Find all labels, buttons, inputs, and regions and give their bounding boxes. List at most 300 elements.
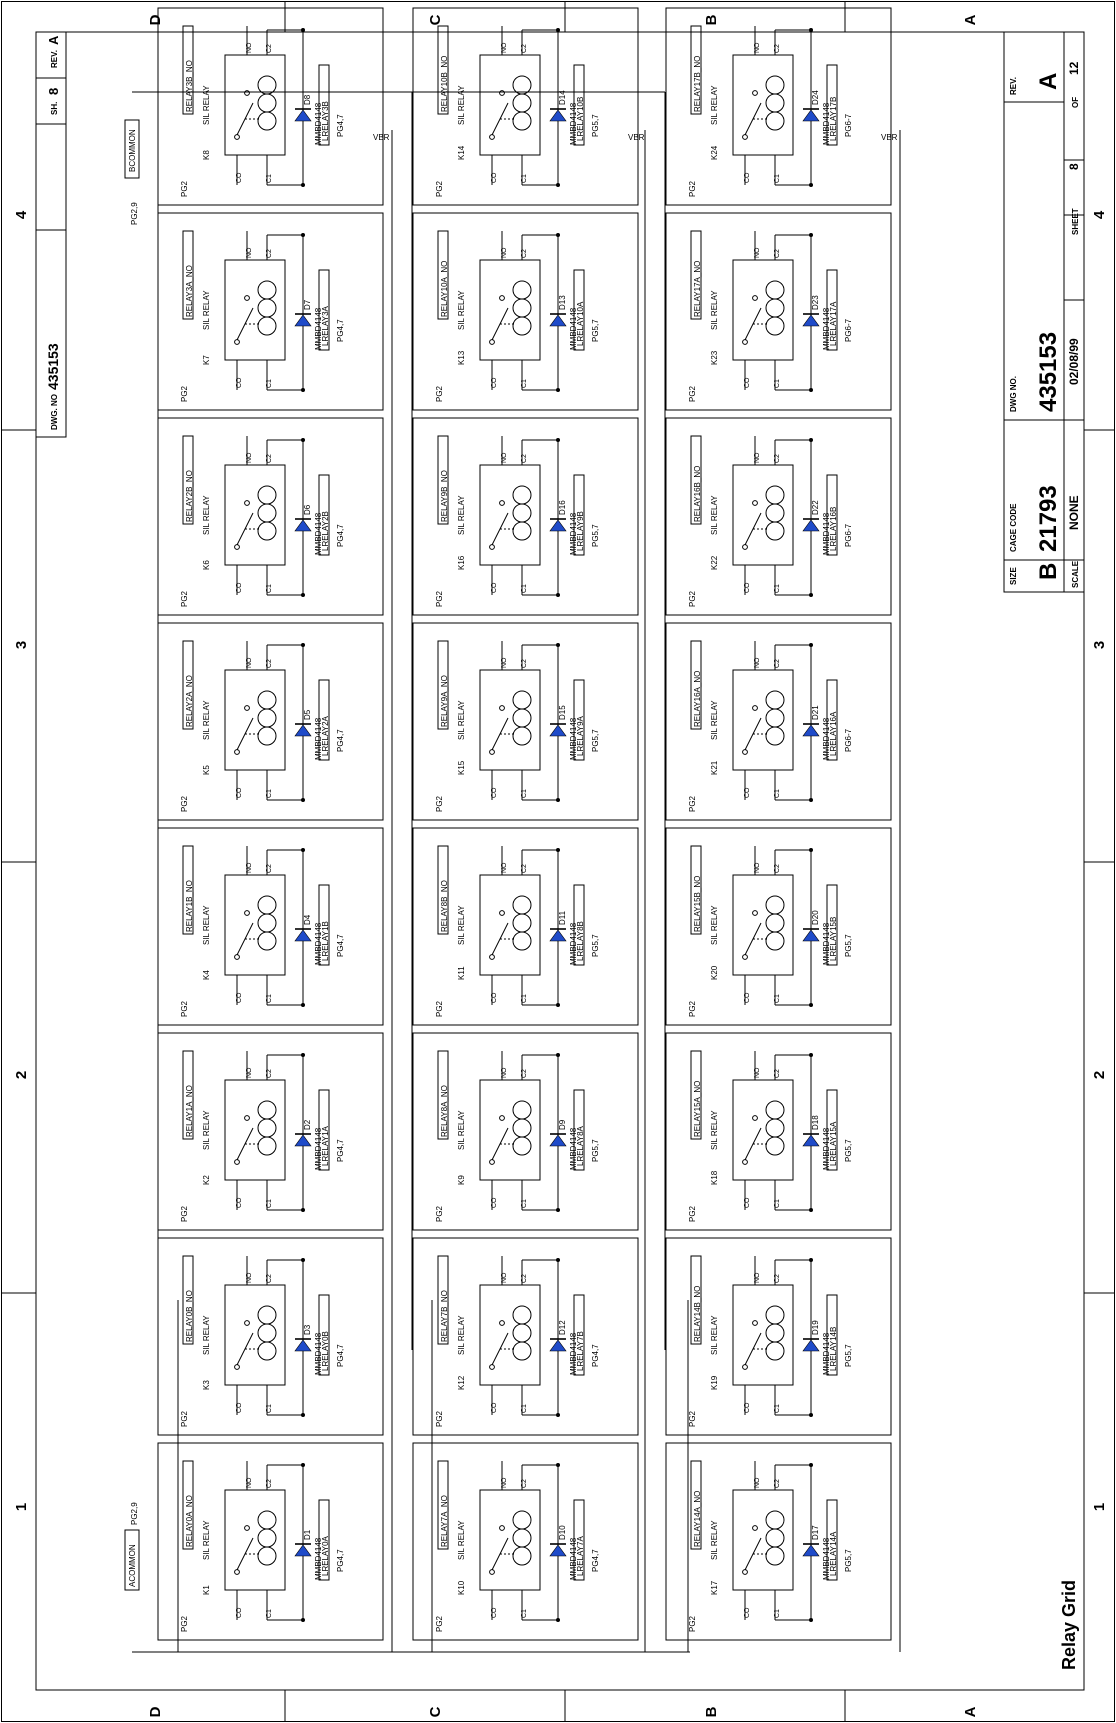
- pin-c2-label: C2: [266, 44, 273, 53]
- pin-c2-label: C2: [521, 864, 528, 873]
- coil-winding: [513, 1342, 531, 1360]
- lrelay-page-ref: PG4,7: [591, 1344, 600, 1367]
- port-page-ref: PG2: [688, 1615, 697, 1632]
- pin-c1-label: C1: [266, 174, 273, 183]
- relay-type: SIL RELAY: [457, 290, 466, 330]
- lrelay-net: LRELAY3A: [321, 306, 330, 346]
- coil-winding: [766, 896, 784, 914]
- junction-dot: [556, 1003, 560, 1007]
- junction-dot: [301, 1053, 305, 1057]
- relay-cell: [666, 1238, 891, 1435]
- diode-part: MMBD4148: [314, 307, 323, 350]
- relay-refdes: K2: [202, 1175, 211, 1185]
- relay-no-net: RELAY9B_NO: [440, 470, 449, 522]
- pin-co-label: CO: [744, 992, 751, 1003]
- junction-dot: [809, 848, 813, 852]
- junction-dot: [809, 798, 813, 802]
- relay-type: SIL RELAY: [457, 495, 466, 535]
- junction-dot: [301, 1208, 305, 1212]
- pin-c2-label: C2: [266, 454, 273, 463]
- lrelay-page-ref: PG6-7: [844, 113, 853, 137]
- junction-dot: [556, 593, 560, 597]
- junction-dot: [301, 1618, 305, 1622]
- junction-dot: [301, 28, 305, 32]
- tb-size-value: B: [1035, 562, 1062, 580]
- diode-part: MMBD4148: [569, 307, 578, 350]
- diode-refdes: D4: [303, 914, 312, 925]
- coil-winding: [258, 709, 276, 727]
- pin-c1-label: C1: [521, 1404, 528, 1413]
- junction-dot: [809, 388, 813, 392]
- tb-scale-value: NONE: [1067, 495, 1081, 530]
- coil-winding: [258, 317, 276, 335]
- lrelay-net: LRELAY10A: [576, 301, 585, 346]
- contact-co: [743, 1160, 748, 1165]
- relay-refdes: K16: [457, 555, 466, 570]
- junction-dot: [809, 643, 813, 647]
- lrelay-net: LRELAY8B: [576, 921, 585, 961]
- tb-dwg-label: DWG NO.: [1009, 376, 1018, 412]
- pin-no-label: NO: [246, 657, 253, 668]
- pin-no-label: NO: [246, 862, 253, 873]
- pin-no-label: NO: [754, 247, 761, 258]
- pin-c1-label: C1: [774, 994, 781, 1003]
- pin-c2-label: C2: [266, 1069, 273, 1078]
- relay-cell: [158, 418, 383, 615]
- relay-refdes: K6: [202, 560, 211, 570]
- diode-symbol: [295, 930, 311, 941]
- net-labels: [125, 120, 139, 1590]
- port-page-ref: PG2: [180, 1000, 189, 1017]
- junction-dot: [556, 183, 560, 187]
- diode-symbol: [803, 520, 819, 531]
- diode-part: MMBD4148: [569, 102, 578, 145]
- contact-co: [235, 1160, 240, 1165]
- lrelay-net: LRELAY0B: [321, 1331, 330, 1371]
- contact-co: [235, 135, 240, 140]
- junction-dot: [809, 1003, 813, 1007]
- junction-dot: [556, 388, 560, 392]
- junction-dot: [301, 1003, 305, 1007]
- coil-winding: [258, 1324, 276, 1342]
- relay-type: SIL RELAY: [710, 1315, 719, 1355]
- pin-no-label: NO: [501, 247, 508, 258]
- relay-refdes: K20: [710, 965, 719, 980]
- vbr-label: VBR: [881, 133, 898, 142]
- relay-cell: [158, 1443, 383, 1640]
- contact-co: [490, 135, 495, 140]
- pin-c1-label: C1: [521, 584, 528, 593]
- pin-c1-label: C1: [266, 584, 273, 593]
- pin-c1-label: C1: [774, 174, 781, 183]
- relay-type: SIL RELAY: [202, 700, 211, 740]
- pin-no-label: NO: [246, 452, 253, 463]
- junction-dot: [809, 1618, 813, 1622]
- coil-winding: [258, 727, 276, 745]
- relay-cell: [413, 828, 638, 1025]
- junction-dot: [809, 1208, 813, 1212]
- coil-winding: [258, 1511, 276, 1529]
- relay-cell: [413, 8, 638, 205]
- coil-winding: [513, 1529, 531, 1547]
- diode-symbol: [803, 1545, 819, 1556]
- contact-no: [753, 911, 758, 916]
- tb-date-value: 02/08/99: [1067, 338, 1081, 385]
- coil-winding: [258, 1547, 276, 1565]
- lrelay-page-ref: PG5,7: [844, 1549, 853, 1572]
- coil-winding: [258, 486, 276, 504]
- junction-dot: [809, 183, 813, 187]
- contact-no: [753, 501, 758, 506]
- coil-winding: [513, 1324, 531, 1342]
- diode-symbol: [803, 930, 819, 941]
- port-page-ref: PG2: [180, 180, 189, 197]
- pin-no-label: NO: [501, 452, 508, 463]
- diode-refdes: D6: [303, 504, 312, 515]
- pin-co-label: CO: [744, 1402, 751, 1413]
- pin-co-label: CO: [744, 1607, 751, 1618]
- diode-part: MMBD4148: [822, 307, 831, 350]
- lrelay-page-ref: PG4,7: [336, 729, 345, 752]
- pin-co-label: CO: [491, 992, 498, 1003]
- pin-c1-label: C1: [266, 1404, 273, 1413]
- pin-no-label: NO: [246, 1272, 253, 1283]
- relay-cell: [413, 1443, 638, 1640]
- tb-cage-value: 21793: [1035, 485, 1062, 552]
- relay-cell: [158, 1033, 383, 1230]
- coil-winding: [766, 504, 784, 522]
- coil-winding: [513, 1547, 531, 1565]
- pin-c1-label: C1: [774, 1609, 781, 1618]
- diode-symbol: [295, 1340, 311, 1351]
- diode-part: MMBD4148: [314, 1332, 323, 1375]
- coil-winding: [513, 1511, 531, 1529]
- relay-cell: [413, 1033, 638, 1230]
- diode-refdes: D8: [303, 94, 312, 105]
- pin-c2-label: C2: [774, 249, 781, 258]
- junction-dot: [556, 848, 560, 852]
- pin-co-label: CO: [491, 172, 498, 183]
- lrelay-page-ref: PG4,7: [336, 114, 345, 137]
- coil-winding: [513, 281, 531, 299]
- coil-winding: [766, 1511, 784, 1529]
- junction-dot: [556, 643, 560, 647]
- coil-winding: [513, 1119, 531, 1137]
- relay-type: SIL RELAY: [202, 905, 211, 945]
- coil-winding: [258, 281, 276, 299]
- contact-co: [235, 750, 240, 755]
- coil-winding: [258, 932, 276, 950]
- contact-co: [490, 750, 495, 755]
- contact-co: [743, 1365, 748, 1370]
- diode-symbol: [295, 1545, 311, 1556]
- coil-winding: [513, 522, 531, 540]
- relay-cell: [158, 1238, 383, 1435]
- relay-refdes: K8: [202, 150, 211, 160]
- diode-refdes: D10: [558, 1525, 567, 1540]
- lrelay-net: LRELAY15B: [829, 916, 838, 961]
- junction-dot: [556, 438, 560, 442]
- coil-winding: [513, 76, 531, 94]
- relay-no-net: RELAY17B_NO: [693, 55, 702, 112]
- diode-symbol: [803, 315, 819, 326]
- junction-dot: [556, 1053, 560, 1057]
- pin-no-label: NO: [754, 1067, 761, 1078]
- coil-winding: [766, 281, 784, 299]
- pin-c1-label: C1: [521, 1199, 528, 1208]
- relay-no-net: RELAY8B_NO: [440, 880, 449, 932]
- relay-no-net: RELAY2A_NO: [185, 675, 194, 727]
- pin-co-label: CO: [744, 582, 751, 593]
- relay-no-net: RELAY10A_NO: [440, 260, 449, 317]
- diode-refdes: D2: [303, 1119, 312, 1130]
- lrelay-net: LRELAY0A: [321, 1536, 330, 1576]
- lrelay-page-ref: PG5,7: [591, 319, 600, 342]
- contact-co: [490, 545, 495, 550]
- diode-refdes: D7: [303, 299, 312, 310]
- pin-no-label: NO: [501, 1477, 508, 1488]
- pin-no-label: NO: [501, 1272, 508, 1283]
- coil-winding: [766, 1342, 784, 1360]
- pin-c1-label: C1: [266, 379, 273, 388]
- port-page-ref: PG2: [688, 1205, 697, 1222]
- relay-type: SIL RELAY: [710, 495, 719, 535]
- pin-c1-label: C1: [774, 789, 781, 798]
- contact-no: [245, 296, 250, 301]
- diode-symbol: [550, 110, 566, 121]
- lrelay-page-ref: PG5,7: [591, 729, 600, 752]
- coil-winding: [258, 1342, 276, 1360]
- relay-type: SIL RELAY: [202, 495, 211, 535]
- pin-c1-label: C1: [774, 584, 781, 593]
- relay-refdes: K17: [710, 1580, 719, 1595]
- diode-refdes: D9: [558, 1119, 567, 1130]
- pin-co-label: CO: [236, 377, 243, 388]
- diode-symbol: [550, 520, 566, 531]
- port-page-ref: PG2: [688, 1000, 697, 1017]
- contact-co: [743, 955, 748, 960]
- relay-refdes: K15: [457, 760, 466, 775]
- relay-refdes: K11: [457, 966, 466, 980]
- diode-part: MMBD4148: [822, 1127, 831, 1170]
- pin-no-label: NO: [754, 452, 761, 463]
- relay-refdes: K24: [710, 145, 719, 160]
- zone-number-right-2: 2: [1091, 1070, 1108, 1080]
- lrelay-page-ref: PG5,7: [844, 1139, 853, 1162]
- diode-symbol: [550, 1135, 566, 1146]
- diode-part: MMBD4148: [569, 1537, 578, 1580]
- lrelay-page-ref: PG4,7: [336, 1139, 345, 1162]
- coil-winding: [766, 914, 784, 932]
- pin-c2-label: C2: [521, 1479, 528, 1488]
- drawing-title: Relay Grid: [1059, 1579, 1079, 1670]
- lrelay-net: LRELAY14A: [829, 1531, 838, 1576]
- relay-cell: [666, 1443, 891, 1640]
- pin-no-label: NO: [501, 1067, 508, 1078]
- lrelay-net: LRELAY7A: [576, 1536, 585, 1576]
- relay-refdes: K10: [457, 1580, 466, 1595]
- relay-type: SIL RELAY: [710, 85, 719, 125]
- relay-no-net: RELAY3B_NO: [185, 60, 194, 112]
- pin-co-label: CO: [236, 172, 243, 183]
- diode-refdes: D13: [558, 295, 567, 310]
- coil-winding: [766, 486, 784, 504]
- contact-co: [490, 1160, 495, 1165]
- diode-part: MMBD4148: [569, 512, 578, 555]
- junction-dot: [809, 233, 813, 237]
- relay-type: SIL RELAY: [710, 290, 719, 330]
- coil-winding: [258, 1101, 276, 1119]
- diode-symbol: [803, 1340, 819, 1351]
- diode-part: MMBD4148: [314, 717, 323, 760]
- diode-refdes: D22: [811, 500, 820, 515]
- pin-co-label: CO: [744, 787, 751, 798]
- junction-dot: [556, 1463, 560, 1467]
- diode-part: MMBD4148: [822, 1537, 831, 1580]
- pin-no-label: NO: [754, 657, 761, 668]
- diode-symbol: [803, 110, 819, 121]
- relay-type: SIL RELAY: [710, 700, 719, 740]
- lrelay-net: LRELAY9B: [576, 511, 585, 551]
- relay-type: SIL RELAY: [202, 290, 211, 330]
- relay-no-net: RELAY2B_NO: [185, 470, 194, 522]
- pin-co-label: CO: [236, 787, 243, 798]
- pin-c2-label: C2: [266, 249, 273, 258]
- relay-cell: [666, 213, 891, 410]
- pin-c1-label: C1: [266, 789, 273, 798]
- junction-dot: [556, 233, 560, 237]
- contact-no: [753, 91, 758, 96]
- lrelay-page-ref: PG4,7: [336, 524, 345, 547]
- pin-c2-label: C2: [521, 249, 528, 258]
- junction-dot: [301, 643, 305, 647]
- lrelay-page-ref: PG5,7: [591, 524, 600, 547]
- port-page-ref: PG2: [435, 1615, 444, 1632]
- contact-co: [743, 750, 748, 755]
- junction-dot: [809, 28, 813, 32]
- pin-c2-label: C2: [266, 864, 273, 873]
- port-page-ref: PG2: [435, 180, 444, 197]
- contact-co: [490, 1570, 495, 1575]
- contact-co: [490, 340, 495, 345]
- pin-c2-label: C2: [521, 1274, 528, 1283]
- lrelay-page-ref: PG5,7: [844, 934, 853, 957]
- junction-dot: [809, 1258, 813, 1262]
- relay-type: SIL RELAY: [710, 1520, 719, 1560]
- junction-dot: [809, 1413, 813, 1417]
- pin-c1-label: C1: [521, 379, 528, 388]
- diode-symbol: [550, 315, 566, 326]
- relay-type: SIL RELAY: [457, 905, 466, 945]
- diode-symbol: [295, 520, 311, 531]
- contact-no: [500, 911, 505, 916]
- port-page-ref: PG2: [180, 1615, 189, 1632]
- contact-co: [490, 1365, 495, 1370]
- contact-no: [500, 1321, 505, 1326]
- pin-c2-label: C2: [521, 44, 528, 53]
- diode-refdes: D16: [558, 500, 567, 515]
- zone-letter-bottom-d: D: [147, 1706, 164, 1718]
- coil-winding: [258, 914, 276, 932]
- relay-cell: [413, 623, 638, 820]
- diode-refdes: D20: [811, 910, 820, 925]
- contact-no: [245, 911, 250, 916]
- pin-no-label: NO: [754, 862, 761, 873]
- contact-no: [753, 296, 758, 301]
- mini-sh-value: 8: [46, 87, 61, 95]
- junction-dot: [301, 798, 305, 802]
- junction-dot: [556, 28, 560, 32]
- contact-no: [245, 1526, 250, 1531]
- pin-no-label: NO: [501, 657, 508, 668]
- relay-no-net: RELAY15A_NO: [693, 1080, 702, 1137]
- contact-no: [245, 706, 250, 711]
- coil-winding: [258, 1306, 276, 1324]
- coil-winding: [513, 932, 531, 950]
- junction-dot: [301, 848, 305, 852]
- lrelay-net: LRELAY3B: [321, 101, 330, 141]
- junction-dot: [301, 388, 305, 392]
- zone-letter-top-d: D: [147, 14, 164, 26]
- coil-winding: [766, 1547, 784, 1565]
- diode-part: MMBD4148: [314, 102, 323, 145]
- contact-no: [753, 1526, 758, 1531]
- contact-co: [235, 1365, 240, 1370]
- contact-no: [500, 706, 505, 711]
- relay-no-net: RELAY0A_NO: [185, 1495, 194, 1547]
- tb-of-value: 12: [1067, 61, 1081, 75]
- relay-refdes: K23: [710, 350, 719, 365]
- diode-symbol: [550, 930, 566, 941]
- coil-winding: [766, 94, 784, 112]
- pin-c2-label: C2: [774, 454, 781, 463]
- relay-type: SIL RELAY: [202, 85, 211, 125]
- diode-part: MMBD4148: [822, 512, 831, 555]
- junction-dot: [301, 183, 305, 187]
- lrelay-net: LRELAY14B: [829, 1326, 838, 1371]
- coil-winding: [513, 1137, 531, 1155]
- pin-co-label: CO: [236, 1197, 243, 1208]
- relay-type: SIL RELAY: [457, 1315, 466, 1355]
- coil-winding: [766, 1119, 784, 1137]
- junction-dot: [809, 593, 813, 597]
- coil-winding: [258, 94, 276, 112]
- relay-type: SIL RELAY: [457, 700, 466, 740]
- relay-type: SIL RELAY: [202, 1520, 211, 1560]
- zone-number-right-3: 3: [1091, 640, 1108, 650]
- lrelay-page-ref: PG6-7: [844, 523, 853, 547]
- port-page-ref: PG2: [435, 385, 444, 402]
- relay-type: SIL RELAY: [710, 1110, 719, 1150]
- coil-winding: [258, 522, 276, 540]
- zone-number-left-3: 3: [13, 640, 30, 650]
- port-page-ref: PG2: [688, 180, 697, 197]
- pin-co-label: CO: [236, 582, 243, 593]
- pin-no-label: NO: [501, 862, 508, 873]
- port-page-ref: PG2: [688, 590, 697, 607]
- lrelay-page-ref: PG4,7: [336, 1344, 345, 1367]
- relay-refdes: K7: [202, 355, 211, 365]
- diode-part: MMBD4148: [822, 1332, 831, 1375]
- zone-letter-top-a: A: [962, 14, 979, 26]
- junction-dot: [556, 1258, 560, 1262]
- coil-winding: [258, 896, 276, 914]
- tb-sheet-label: SHEET: [1071, 208, 1080, 235]
- coil-winding: [258, 691, 276, 709]
- pin-c2-label: C2: [774, 44, 781, 53]
- coil-winding: [766, 1306, 784, 1324]
- coil-winding: [258, 1529, 276, 1547]
